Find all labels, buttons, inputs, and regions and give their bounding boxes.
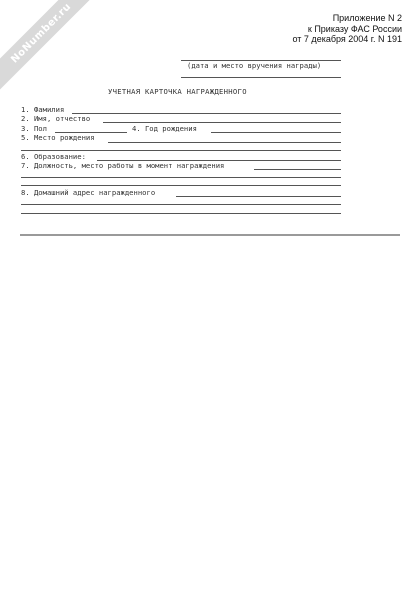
field-position-line [254, 169, 341, 170]
field-birth-year-line [211, 132, 341, 133]
watermark-ribbon [0, 0, 102, 94]
document-bottom-rule [20, 234, 400, 236]
field-name-label: 2. Имя, отчество [21, 114, 91, 123]
field-address-extra-line-2 [21, 213, 341, 214]
field-position-label: 7. Должность, место работы в момент награждения [21, 161, 225, 170]
field-surname-line [72, 113, 341, 114]
field-position-extra-line-1 [21, 177, 341, 178]
field-address-line [176, 196, 341, 197]
field-birth-place-extra-line [21, 150, 341, 151]
document-header [293, 13, 403, 45]
field-address-label: 8. Домашний адрес награжденного [21, 188, 156, 197]
header-order-reference: к Приказу ФАС России [307, 23, 402, 34]
field-birth-place-label: 5. Место рождения [21, 133, 95, 142]
award-date-caption: (дата и место вручения награды) [187, 61, 322, 70]
field-sex-label: 3. Пол [21, 124, 47, 133]
field-education-label: 6. Образование: [21, 152, 86, 161]
header-order-date: от 7 декабря 2004 г. N 191 [292, 34, 402, 44]
field-address-extra-line-1 [21, 204, 341, 205]
field-surname-label: 1. Фамилия [21, 105, 65, 114]
award-place-line [181, 77, 341, 78]
watermark-text: NoNumber.ru [8, 0, 74, 66]
field-birth-place-line [108, 142, 341, 143]
card-title: УЧЕТНАЯ КАРТОЧКА НАГРАЖДЕННОГО [108, 87, 247, 96]
header-appendix-number: Приложение N 2 [332, 13, 402, 23]
field-birth-year-label: 4. Год рождения [132, 124, 197, 133]
field-position-extra-line-2 [21, 185, 341, 186]
field-name-line [103, 122, 341, 123]
